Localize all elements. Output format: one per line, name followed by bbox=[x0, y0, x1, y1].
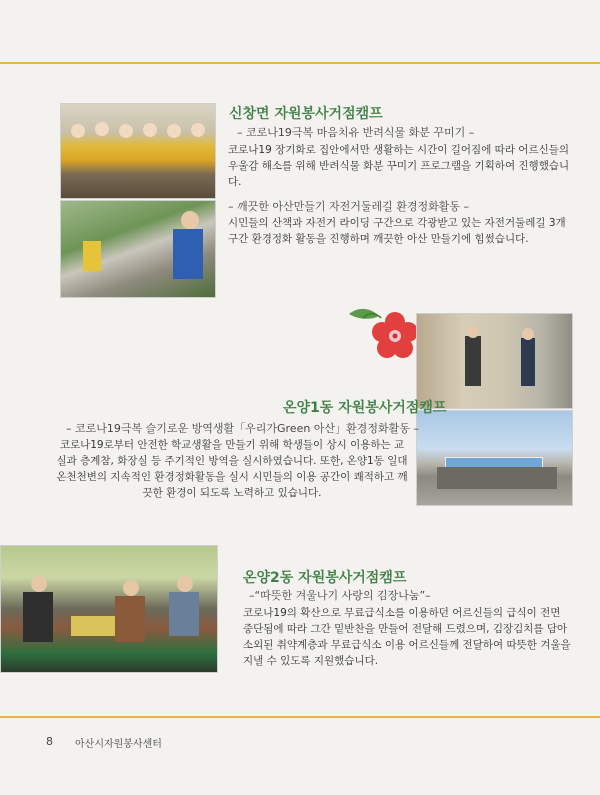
photo-flowerpot-volunteers bbox=[60, 103, 216, 199]
photo-kimchi-sharing bbox=[0, 545, 218, 673]
section3-subtitle-1: –“따뜻한 겨울나기 사랑의 김장나눔”– bbox=[249, 589, 431, 602]
section1-title: 신창면 자원봉사거점캠프 bbox=[229, 106, 383, 122]
top-rule bbox=[0, 62, 600, 64]
section2-title: 온양1동 자원봉사거점캠프 bbox=[283, 400, 447, 416]
page-number: 8 bbox=[46, 735, 53, 748]
photo-school-disinfection bbox=[416, 313, 573, 409]
photo-stream-cleanup-group bbox=[416, 410, 573, 506]
section1-subtitle-1: – 코로나19극복 마음치유 반려식물 화분 꾸미기 – bbox=[237, 126, 475, 139]
bottom-rule bbox=[0, 716, 600, 718]
section1-subtitle-2: – 깨끗한 아산만들기 자전거둘레길 환경정화활동 – bbox=[228, 200, 470, 213]
photo-bike-path-cleanup bbox=[60, 200, 216, 298]
footer-center-name: 아산시자원봉사센터 bbox=[75, 739, 162, 750]
section3-paragraph-1: 코로나19의 확산으로 무료급식소를 이용하던 어르신들의 급식이 전면 중단됨에 따라 그간 밑반찬을 만들어 전달해 드렸으며, 김장김치를 담아 소외된 취약계층과 무료급식소 이용 어르신들께 전달하여 따뜻한 겨울을 지낼 수 있도록 지원했습니다. bbox=[243, 607, 571, 667]
section3-title: 온양2동 자원봉사거점캠프 bbox=[243, 570, 407, 586]
section2-paragraph-1: 코로나19로부터 안전한 학교생활을 만들기 위해 학생들이 상시 이용하는 교실과 층계참, 화장실 등 주기적인 방역을 실시하였습니다. 또한, 온양1동 일대 온천천변의 지속적인 환경정화활동을 실시 시민들의 이용 공간이 쾌적하고 깨끗한 환경이 되도록 노력하고 있습니다. bbox=[56, 439, 408, 499]
section2-subtitle-1: – 코로나19극복 슬기로운 방역생활「우리가Green 아산」환경정화활동 – bbox=[66, 422, 419, 435]
flower-decoration-icon bbox=[345, 300, 421, 364]
section1-paragraph-2: 시민들의 산책과 자전거 라이딩 구간으로 각광받고 있는 자전거둘레길 3개구간 환경정화 활동을 진행하며 깨끗한 아산 만들기에 힘썼습니다. bbox=[228, 217, 566, 245]
section1-paragraph-1: 코로나19 장기화로 집안에서만 생활하는 시간이 길어짐에 따라 어르신들의 우울감 해소를 위해 반려식물 화분 꾸미기 프로그램을 기획하여 진행했습니다. bbox=[228, 144, 570, 188]
